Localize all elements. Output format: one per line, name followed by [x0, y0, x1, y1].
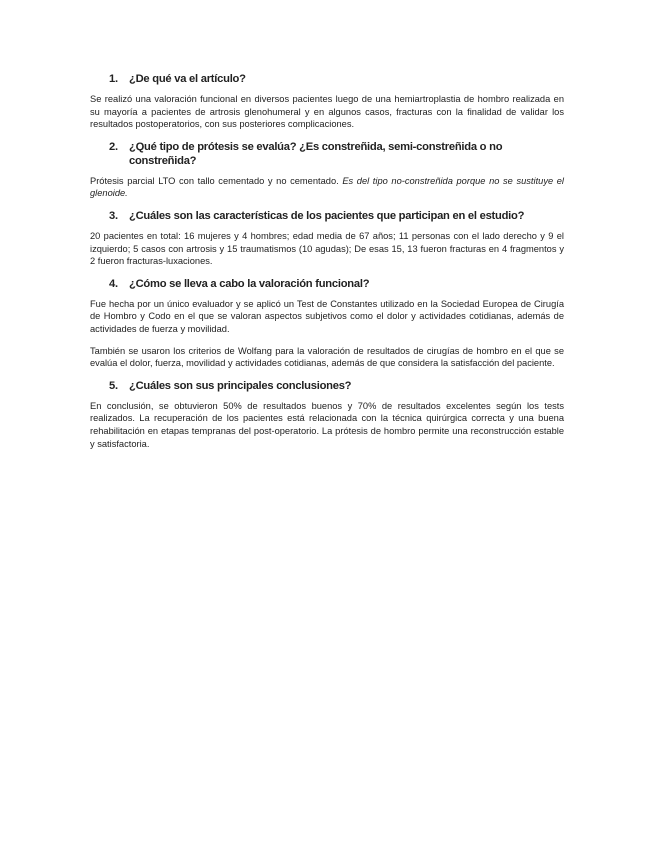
question-text-4: ¿Cómo se lleva a cabo la valoración funcional?: [129, 277, 370, 290]
document-body: [90, 72, 564, 459]
answer-paragraph-2: [90, 175, 564, 200]
question-text-5: ¿Cuáles son sus principales conclusiones?: [129, 379, 352, 392]
answer-text-2-italic: Es del tipo no-constreñida porque no se sustituye el glenoide.: [90, 175, 564, 199]
answer-paragraph-3: 20 pacientes en total: 16 mujeres y 4 hombres; edad media de 67 años; 11 personas con el lado derecho y 9 el izquierdo; 5 casos con artrosis y 15 traumatismos (10 agudas); De esas 15, 13 fueron fracturas en 4 fragmentos y 2 fueron fracturas-luxaciones.: [90, 230, 564, 267]
question-heading-5: [90, 379, 564, 393]
question-heading-3: [90, 209, 564, 223]
question-number-2: 2.: [109, 140, 118, 153]
question-heading-4: [90, 277, 564, 291]
question-text-3: ¿Cuáles son las características de los pacientes que participan en el estudio?: [129, 209, 525, 222]
question-number-3: 3.: [109, 209, 118, 222]
question-text-2: ¿Qué tipo de prótesis se evalúa? ¿Es constreñida, semi-constreñida o no constreñida?: [129, 140, 503, 167]
question-number-4: 4.: [109, 277, 118, 290]
question-text-1: ¿De qué va el artículo?: [129, 73, 246, 85]
answer-paragraph-5: En conclusión, se obtuvieron 50% de resultados buenos y 70% de resultados excelentes según los tests realizados. La recuperación de los pacientes está relacionada con la técnica quirúrgica correcta y una buena rehabilitación en etapas tempranas del post-operatorio. La prótesis de hombro permite una reconstrucción estable y satisfactoria.: [90, 400, 564, 449]
question-heading-2: [90, 140, 564, 168]
question-number-1: 1.: [109, 73, 118, 85]
answer-paragraph-4b: También se usaron los criterios de Wolfang para la valoración de resultados de cirugías de hombro en el que se evalúa el dolor, fuerza, movilidad y actividades cotidianas, además de que considera la satisfacción del paciente.: [90, 345, 564, 369]
answer-paragraph-4a: Fue hecha por un único evaluador y se aplicó un Test de Constantes utilizado en la Sociedad Europea de Cirugía de Hombro y Codo en el que se valoran aspectos subjetivos como el dolor y actividades cotidianas, además de actividades de fuerza y movilidad.: [90, 298, 564, 334]
answer-paragraph-1: Se realizó una valoración funcional en diversos pacientes luego de una hemiartroplastia de hombro realizada en su mayoría a pacientes de artrosis glenohumeral y en algunos casos, fracturas con la finalidad de validar los resultados postoperatorios, con sus posteriores complicaciones.: [90, 94, 564, 130]
question-heading-1: [90, 72, 564, 86]
question-number-5: 5.: [109, 379, 118, 392]
answer-text-2-plain: Prótesis parcial LTO con tallo cementado y no cementado.: [90, 175, 343, 186]
